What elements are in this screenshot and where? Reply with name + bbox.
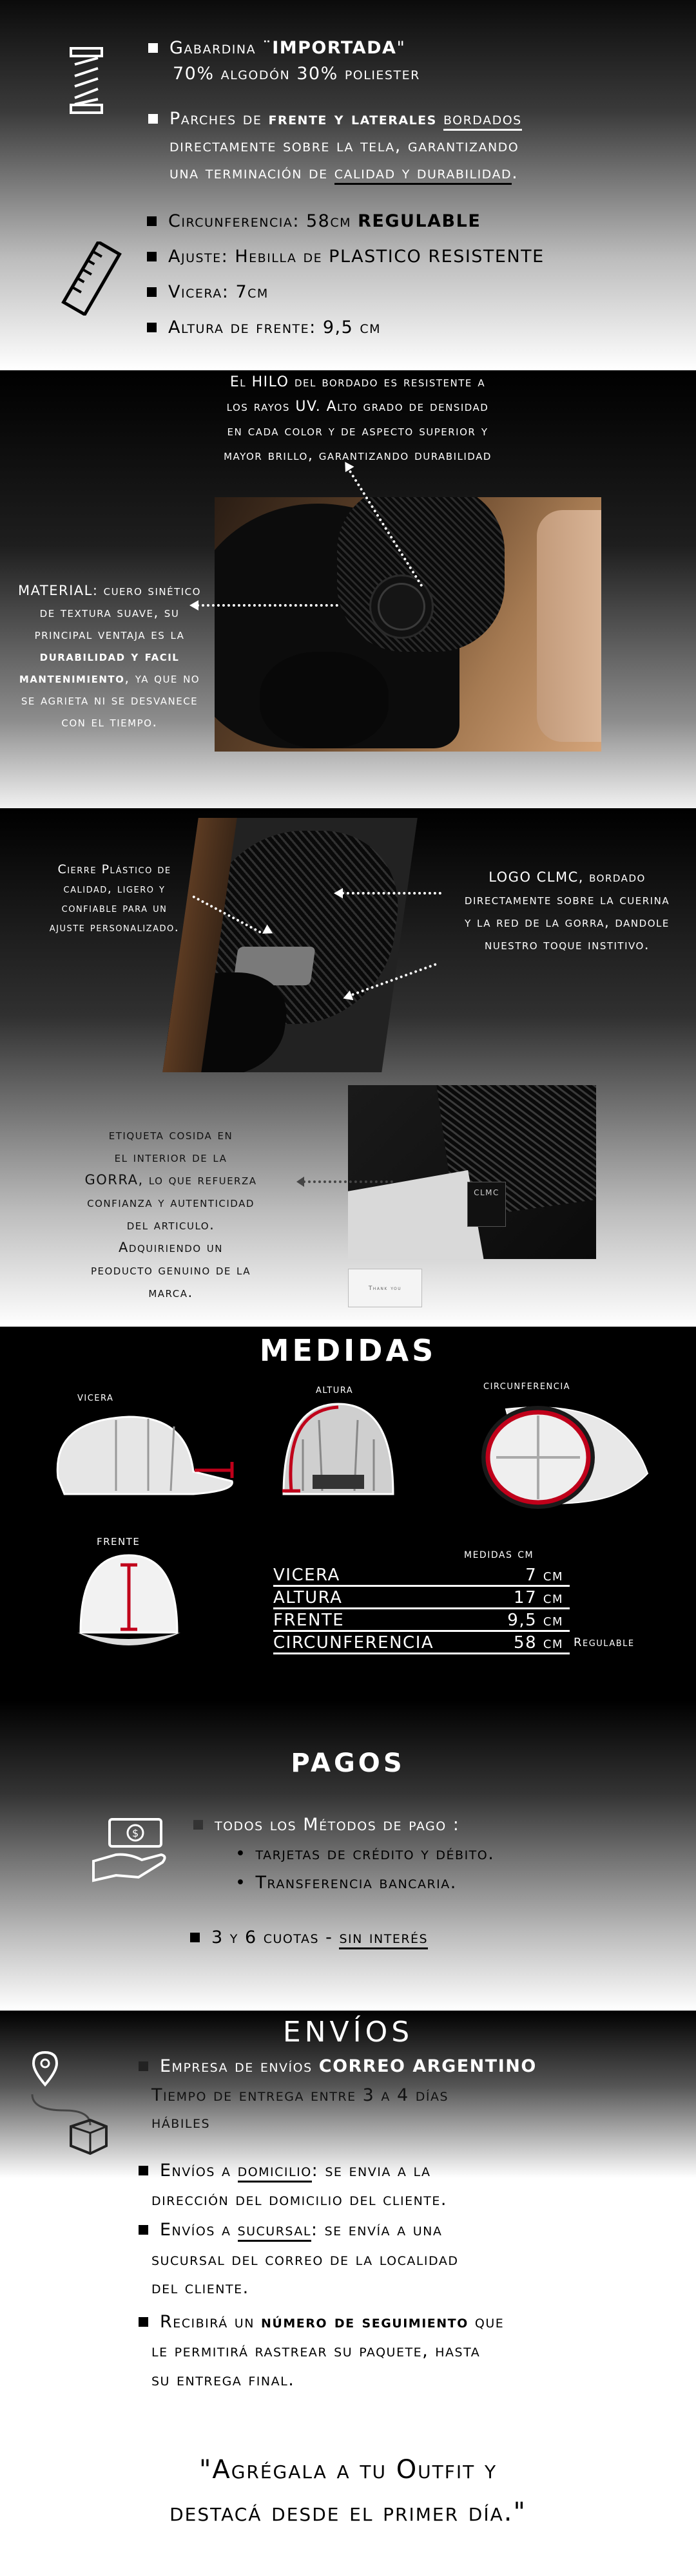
patch-text-2: directamente sobre la tela, garantizando <box>169 136 519 156</box>
envios-text: sucursal del correo de la localidad <box>151 2249 459 2269</box>
material-desc: cuero sinético de textura suave, su principal ventaja es la <box>34 583 201 642</box>
bullet <box>139 2225 148 2235</box>
white-bg <box>348 1170 483 1259</box>
spec-vicera <box>147 280 269 305</box>
etiqueta-caption <box>55 1124 287 1304</box>
measure-label: FRENTE <box>273 1611 345 1630</box>
label-text: CLMC <box>474 1188 499 1197</box>
spec-text: Vicera: 7cm <box>168 282 269 302</box>
hilo-line: en cada color y de aspecto superior y <box>227 423 488 439</box>
cash-hand-icon <box>90 1816 174 1884</box>
cap-patch-photo <box>215 497 601 752</box>
pointer-arrow <box>334 888 343 898</box>
etiqueta-line: marca. <box>148 1285 193 1300</box>
bullet <box>139 2317 148 2327</box>
logo-caption <box>438 866 696 956</box>
spec-text: Ajuste: Hebilla de PLASTICO RESISTENTE <box>168 247 545 267</box>
hilo-line: El HILO del bordado es resistente a <box>229 374 486 390</box>
cap-bottom-diagram <box>467 1396 654 1512</box>
cierre-caption <box>23 860 206 937</box>
etiqueta-line: etiqueta cosida en <box>108 1127 233 1142</box>
thread-spool-icon <box>64 45 108 116</box>
envios-sucursal-2 <box>151 2248 458 2272</box>
cap-back-diagram <box>277 1401 400 1507</box>
bullet <box>147 323 157 332</box>
bullet <box>148 114 158 124</box>
leather-patch <box>369 574 434 639</box>
cierre-line: ajuste personalizado. <box>49 920 180 934</box>
material-desc-2: , ya que no se agrieta ni se desvanece con el tiempo. <box>21 670 200 730</box>
measure-value: 7 cm <box>525 1566 563 1585</box>
envios-section <box>0 2011 696 2576</box>
envios-domicilio-word: domicilio <box>238 2161 312 2183</box>
patch-line-1 <box>148 107 522 131</box>
spec-text: Circunferencia: 58cm <box>168 211 358 231</box>
svg-text:$: $ <box>132 1827 140 1839</box>
fabric-text: Gabardina ¨ <box>169 38 273 58</box>
spec-circunferencia <box>147 209 481 234</box>
envios-text: Envíos a <box>160 2220 238 2240</box>
fabric-line-2 <box>173 62 420 86</box>
measures-table-header: medidas cm <box>464 1546 534 1561</box>
features-section <box>0 0 696 370</box>
material-bold: durabilidad y facil mantenimiento <box>19 649 180 686</box>
hilo-caption <box>151 370 564 468</box>
glove <box>260 652 389 748</box>
envios-empresa <box>139 2054 537 2079</box>
envios-text: que <box>468 2312 505 2332</box>
cap-front-diagram <box>74 1549 184 1665</box>
material-caption <box>13 580 206 733</box>
spec-altura <box>147 316 381 340</box>
detail-cierre-logo-section <box>0 808 696 1327</box>
medidas-title: MEDIDAS <box>259 1333 437 1368</box>
envios-title: ENVÍOS <box>282 2016 414 2049</box>
patch-line-2 <box>169 134 519 158</box>
quote-line-2: destacá desde el primer día." <box>169 2497 527 2527</box>
pagos-title: PAGOS <box>291 1748 405 1778</box>
pointer-line <box>303 1180 393 1183</box>
envios-text: : se envia a la <box>311 2161 431 2181</box>
envios-seguimiento-2 <box>151 2339 480 2363</box>
etiqueta-line: Adquiriendo un <box>119 1240 223 1255</box>
cap-side-diagram <box>39 1407 245 1504</box>
pagos-cuotas <box>190 1926 428 1950</box>
measure-row-vicera <box>273 1565 570 1587</box>
envios-domicilio <box>139 2159 431 2183</box>
thank-you-card <box>348 1269 422 1307</box>
envios-numero: número de seguimiento <box>261 2312 469 2332</box>
envios-sucursal-3 <box>151 2276 249 2300</box>
envios-text: Empresa de envíos <box>160 2056 319 2076</box>
diagram-label-vicera: vicera <box>77 1390 114 1404</box>
patch-line-3: una terminación de calidad y durabilidad. <box>169 161 518 185</box>
logo-line: y la red de la gorra, dandole <box>465 914 670 930</box>
envios-text: le permitirá rastrear su paquete, hasta <box>151 2341 481 2361</box>
diagram-label-altura: altura <box>316 1382 354 1396</box>
measure-note: Regulable <box>574 1636 635 1649</box>
measure-value: 17 cm <box>514 1588 563 1607</box>
fabric-composition: 70% algodón 30% poliester <box>173 64 420 84</box>
envios-seguimiento-3 <box>151 2368 295 2392</box>
envios-sucursal-word: sucursal <box>238 2220 311 2242</box>
envios-text: dirección del domicilio del cliente. <box>151 2190 447 2210</box>
logo-line: directamente sobre la cuerina <box>464 892 670 907</box>
medidas-pagos-section <box>0 1327 696 2011</box>
measure-row-circunferencia <box>273 1633 570 1654</box>
etiqueta-line: del articulo. <box>126 1217 215 1233</box>
fabric-line-1 <box>148 36 405 61</box>
measure-value: 58 cm <box>514 1633 563 1653</box>
pagos-item-transferencia: • Transferencia bancaria. <box>235 1871 457 1895</box>
delivery-route-icon <box>26 2049 110 2159</box>
logo-line: LOGO CLMC, bordado <box>488 869 646 885</box>
spec-regulable: REGULABLE <box>358 211 481 231</box>
pointer-arrow <box>189 600 198 611</box>
cuotas-text: 3 y 6 cuotas - <box>211 1927 340 1947</box>
pagos-intro-text: todos los Métodos de pago : <box>215 1815 460 1835</box>
bullet <box>147 287 157 297</box>
hilo-line: los rayos UV. Alto grado de densidad <box>226 399 489 415</box>
pointer-arrow <box>296 1177 304 1187</box>
fabric-quote: " <box>396 38 406 58</box>
measure-value: 9,5 cm <box>507 1611 563 1630</box>
spec-text: Altura de frente: 9,5 cm <box>168 317 382 337</box>
envios-tiempo <box>151 2083 449 2108</box>
envios-seguimiento <box>139 2310 504 2334</box>
envios-text: : se envía a una <box>311 2220 443 2240</box>
envios-text: Envíos a <box>160 2161 238 2181</box>
measure-label: CIRCUNFERENCIA <box>273 1633 434 1653</box>
etiqueta-line: GORRA, lo que refuerza <box>84 1172 257 1188</box>
closing-quote <box>0 2448 696 2533</box>
envios-correo: CORREO ARGENTINO <box>318 2056 537 2076</box>
ruler-icon <box>61 242 122 316</box>
patch-bordados: bordados <box>443 109 522 131</box>
detail-hilo-material-section <box>0 370 696 808</box>
envios-text: Tiempo de entrega entre 3 a 4 días <box>151 2085 449 2105</box>
bullet <box>147 216 157 226</box>
envios-text: Recibirá un <box>160 2312 261 2332</box>
inner-label-photo <box>348 1085 596 1259</box>
hilo-line: mayor brillo, garantizando durabilidad <box>224 448 492 464</box>
diagram-label-circunferencia: circunferencia <box>483 1378 571 1392</box>
cierre-line: Cierre Plástico de <box>57 862 171 876</box>
etiqueta-line: peoducto genuino de la <box>90 1262 251 1278</box>
bullet <box>139 2061 148 2071</box>
pagos-item-tarjetas: • tarjetas de crédito y débito. <box>235 1842 494 1866</box>
measure-row-altura <box>273 1587 570 1609</box>
spec-ajuste <box>147 245 545 269</box>
envios-sucursal <box>139 2218 442 2242</box>
patch-space <box>437 109 443 129</box>
material-label: MATERIAL: <box>18 583 104 598</box>
pagos-item-text: Transferencia bancaria. <box>255 1873 457 1893</box>
envios-text: del cliente. <box>151 2278 249 2298</box>
hand <box>537 510 601 742</box>
bullet <box>139 2166 148 2175</box>
patch-text: Parches de <box>169 109 269 129</box>
pointer-line <box>342 892 441 895</box>
patch-calidad: calidad y durabilidad <box>334 163 512 185</box>
bullet <box>190 1933 200 1942</box>
bullet <box>147 252 157 261</box>
pagos-item-text: tarjetas de crédito y débito. <box>255 1844 495 1864</box>
measure-row-frente <box>273 1610 570 1632</box>
envios-text: su entrega final. <box>151 2370 295 2390</box>
cap-back-photo <box>162 818 418 1072</box>
envios-domicilio-2 <box>151 2188 447 2212</box>
pagos-intro <box>193 1813 459 1837</box>
quote-line-1: "Agrégala a tu Outfit y <box>198 2455 498 2485</box>
etiqueta-line: el interior de la <box>114 1150 227 1165</box>
measure-label: ALTURA <box>273 1588 343 1607</box>
patch-frente: frente y laterales <box>268 109 437 129</box>
cierre-line: calidad, ligero y <box>63 882 166 896</box>
card-text: Thank you <box>368 1285 402 1292</box>
etiqueta-line: confianza y autenticidad <box>87 1195 255 1210</box>
sewn-label <box>467 1182 506 1227</box>
pointer-line <box>197 604 338 607</box>
logo-line: nuestro toque institivo. <box>485 937 650 952</box>
measure-label: VICERA <box>273 1566 340 1585</box>
envios-habiles <box>151 2110 210 2135</box>
cuotas-sin-interes: sin interés <box>339 1927 428 1949</box>
cierre-line: confiable para un <box>61 901 168 915</box>
patch-text-3: una terminación de <box>169 163 334 183</box>
envios-text: hábiles <box>151 2112 211 2132</box>
diagram-label-frente: frente <box>97 1533 140 1548</box>
bullet <box>193 1820 203 1830</box>
bullet <box>148 43 158 53</box>
fabric-importada: IMPORTADA <box>272 38 397 58</box>
